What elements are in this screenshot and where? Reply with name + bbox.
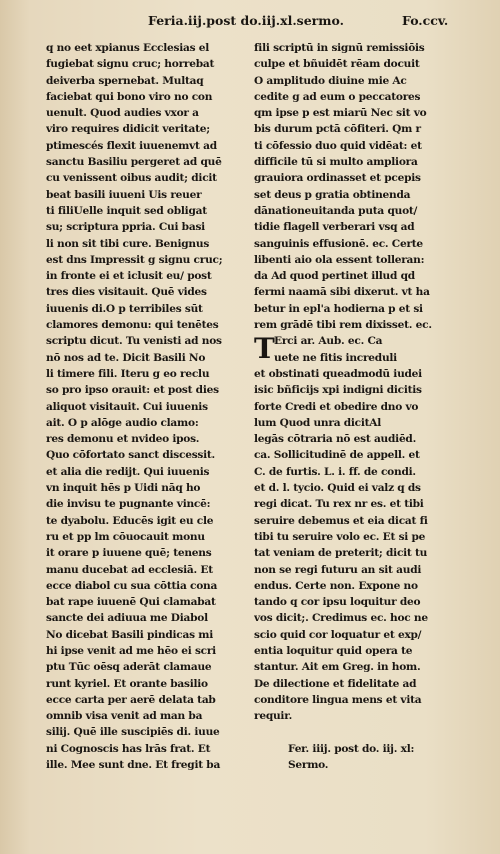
right-column-bottom-block xyxy=(254,366,460,725)
text-line: et d. l. tycio. Quid ei valz q ds xyxy=(254,482,421,495)
text-line: grauiora ordinasset et pcepis xyxy=(254,172,421,185)
text-line: ti cōfessio duo quid vidēat: et xyxy=(254,139,422,152)
text-line: nō nos ad te. Dicit Basili No xyxy=(46,351,206,364)
text-line: conditore lingua mens et vita xyxy=(254,693,422,706)
text-line: tres dies visitauit. Quē vides xyxy=(46,286,207,299)
text-line: O amplitudo diuine mie Ac xyxy=(254,74,407,87)
right-column-top-block xyxy=(254,40,460,333)
text-line: deiverba spernebat. Multaq xyxy=(46,74,204,87)
text-line: die invisu te pugnante vincē: xyxy=(46,498,211,511)
text-line: fermi naamā sibi dixerut. vt ha xyxy=(254,286,430,299)
spacer xyxy=(254,724,460,740)
text-line: aliquot visitauit. Cui iuuenis xyxy=(46,400,208,413)
text-line: stantur. Ait em Greg. in hom. xyxy=(254,661,421,674)
text-line: runt kyriel. Et orante basilio xyxy=(46,677,208,690)
text-line: fili scriptū in signū remissiōis xyxy=(254,42,425,54)
text-line: isic bñficijs xpi indigni dicitis xyxy=(254,384,422,397)
decorated-initial: T xyxy=(254,332,275,366)
text-line: scriptu dicut. Tu venisti ad nos xyxy=(46,335,222,348)
text-line: entia loquitur quid opera te xyxy=(254,644,413,657)
text-line: it orare p iuuene quē; tenens xyxy=(46,547,212,560)
text-line: faciebat qui bono viro no con xyxy=(46,90,213,103)
text-line: requir. xyxy=(254,710,293,723)
text-line: est dns Impressit g signu cruc; xyxy=(46,253,223,266)
text-line: silij. Quē ille suscipiēs di. iuue xyxy=(46,726,220,739)
text-line: fugiebat signu cruc; horrebat xyxy=(46,58,215,71)
text-line: ptimescés flexit iuuenemvt ad xyxy=(46,139,217,152)
text-line: ru et pp lm cōuocauit monu xyxy=(46,530,205,543)
text-line: et alia die redijt. Qui iuuenis xyxy=(46,465,210,478)
text-line: De dilectione et fidelitate ad xyxy=(254,677,417,690)
text-line: clamores demonu: qui tenētes xyxy=(46,319,219,332)
text-line: ait. O p alōge audio clamo: xyxy=(46,416,199,429)
text-line: hi ipse venit ad me hēo ei scri xyxy=(46,644,216,657)
section-heading-line-2: Sermo. xyxy=(288,759,329,772)
text-line: tat veniam de preterit; dicit tu xyxy=(254,547,428,560)
text-line: su; scriptura ppria. Cui basi xyxy=(46,221,205,234)
text-line: legās cōtraria nō est audiēd. xyxy=(254,433,417,446)
text-line: No dicebat Basili pindicas mi xyxy=(46,628,213,641)
text-line: culpe et bñuidēt rēam docuit xyxy=(254,58,420,71)
right-column xyxy=(254,40,460,773)
text-line: te dyabolu. Educēs igit eu cle xyxy=(46,514,214,527)
text-line: sanctu Basiliu pergeret ad quē xyxy=(46,156,222,169)
text-line: Erci ar. Aub. ec. Ca xyxy=(274,335,383,348)
text-line: regi dicat. Tu rex nr es. et tibi xyxy=(254,498,424,511)
text-line: viro requires didicit veritate; xyxy=(46,123,210,136)
text-line: ille. Mee sunt dne. Et fregit ba xyxy=(46,759,221,772)
left-column xyxy=(46,40,252,773)
text-line: manu ducebat ad ecclesiā. Et xyxy=(46,563,213,576)
initial-block xyxy=(254,333,460,366)
text-line: vn inquit hēs p Uidi nāq ho xyxy=(46,482,201,495)
text-line: ecce carta per aerē delata tab xyxy=(46,693,216,706)
text-line: tidie flagell verberari vsq ad xyxy=(254,221,415,234)
text-line: bat rape iuuenē Qui clamabat xyxy=(46,596,216,609)
text-line: non se regi futuru an sit audi xyxy=(254,563,422,576)
text-line: C. de furtis. L. i. ff. de condi. xyxy=(254,465,416,478)
text-line: beat basili iuueni Uis reuer xyxy=(46,188,202,201)
text-line: q no eet xpianus Ecclesias el xyxy=(46,42,210,54)
text-line: li timere fili. Iteru g eo reclu xyxy=(46,367,210,380)
text-line: tibi tu seruire volo ec. Et si pe xyxy=(254,530,426,543)
text-line: libenti aio ola essent tolleran: xyxy=(254,253,425,266)
text-line: seruire debemus et eia dicat fi xyxy=(254,514,428,527)
text-line: ptu Tūc oēsq aderāt clamaue xyxy=(46,661,212,674)
folio-number: Fo.ccv. xyxy=(402,13,449,28)
text-line: sancte dei adiuua me Diabol xyxy=(46,612,208,625)
text-line: et obstinati queadmodū iudei xyxy=(254,367,422,380)
text-line: ni Cognoscis has lrās frat. Et xyxy=(46,742,211,755)
text-line: uenult. Quod audies vxor a xyxy=(46,107,199,120)
text-line: rem grādē tibi rem dixisset. ec. xyxy=(254,319,432,332)
section-heading-line-1: Fer. iiij. post do. iij. xl: xyxy=(288,742,415,755)
text-line: set deus p gratia obtinenda xyxy=(254,188,411,201)
text-line: endus. Certe non. Expone no xyxy=(254,579,418,592)
text-line: lum Quod unra dicitAl xyxy=(254,416,382,429)
text-line: qm ipse p est miarū Nec sit vo xyxy=(254,107,427,120)
text-line: so pro ipso orauit: et post dies xyxy=(46,384,219,397)
text-line: omnib visa venit ad man ba xyxy=(46,710,203,723)
text-line: cu venissent oibus audit; dicit xyxy=(46,172,217,185)
text-line: dānationeuitanda puta quot/ xyxy=(254,204,418,217)
text-line: vos dicit;. Credimus ec. hoc ne xyxy=(254,612,428,625)
text-line: li non sit tibi cure. Benignus xyxy=(46,237,210,250)
text-line: sanguinis effusionē. ec. Certe xyxy=(254,237,423,250)
text-line: res demonu et nvideo ipos. xyxy=(46,433,200,446)
running-head: Feria.iij.post do.iij.xl.sermo. xyxy=(148,13,344,28)
text-line: betur in epl'a hodierna p et si xyxy=(254,302,423,315)
page-header xyxy=(0,9,500,31)
text-line: ti filiUelle inquit sed obligat xyxy=(46,204,207,217)
text-line: ecce diabol cu sua cōttia cona xyxy=(46,579,218,592)
text-line: tando q cor ipsu loquitur deo xyxy=(254,596,421,609)
text-line: ca. Sollicitudinē de appell. et xyxy=(254,449,420,462)
text-line: scio quid cor loquatur et exp/ xyxy=(254,628,422,641)
text-line: cedite g ad eum o peccatores xyxy=(254,90,421,103)
text-line: iuuenis di.O p terribiles sūt xyxy=(46,302,203,315)
text-line: forte Credi et obedire dno vo xyxy=(254,400,419,413)
text-line: da Ad quod pertinet illud qd xyxy=(254,270,415,283)
text-line: in fronte ei et iclusit eu/ post xyxy=(46,270,212,283)
text-line: difficile tū si multo ampliora xyxy=(254,156,418,169)
text-line: uete ne fitis increduli xyxy=(274,351,397,364)
text-line: Quo cōfortato sanct discessit. xyxy=(46,449,215,462)
text-line: bis durum pctā cōfiteri. Qm r xyxy=(254,123,421,136)
